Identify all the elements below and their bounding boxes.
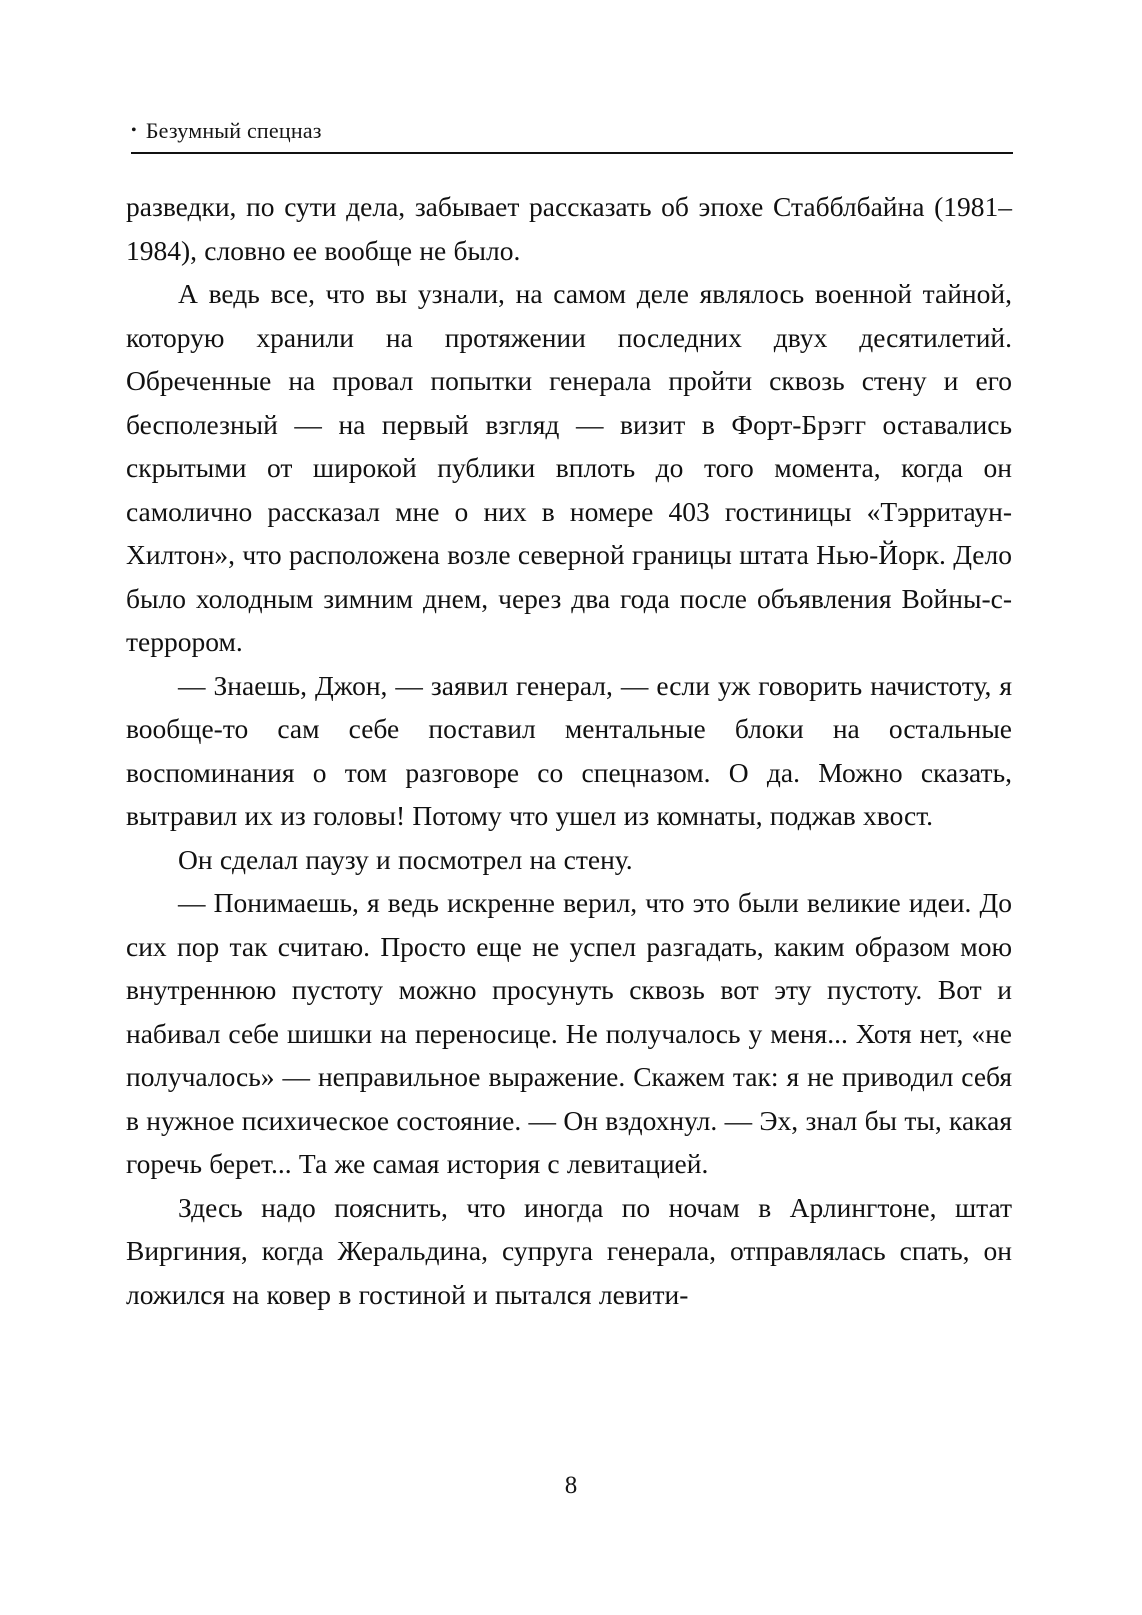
running-head-line xyxy=(131,118,1013,144)
body-text-column xyxy=(126,185,1012,1316)
bullet-icon: • xyxy=(131,122,137,139)
paragraph-continuation: разведки, по сути дела, забывает рассказать об эпохе Стабблбайна (1981–1984), словно ее вообще не было. xyxy=(126,191,1012,266)
paragraph: А ведь все, что вы узнали, на самом деле являлось военной тайной, которую хранили на протяжении последних двух десятилетий. Обреченные на провал попытки генерала пройти сквозь стену и его бесполезный — на первый взгляд — визит в Форт-Брэгг оставались скрытыми от широкой публики вплоть до того момента, когда он самолично рассказал мне о них в номере 403 гостиницы «Тэрритаун- Хилтон», что расположена возле северной границы штата Нью-Йорк. Дело было холодным зимним днем, через два года после объявления Войны-с-террором. xyxy=(126,278,1012,657)
paragraph: Он сделал паузу и посмотрел на стену. xyxy=(178,843,633,875)
header-divider xyxy=(131,152,1013,154)
paragraph-dialogue: — Знаешь, Джон, — заявил генерал, — если уж говорить начистоту, я вообще-то сам себе поставил ментальные блоки на остальные воспоминания о том разговоре со спецназом. О да. Можно сказать, вытравил их из головы! Потому что ушел из комнаты, поджав хвост. xyxy=(126,669,1012,831)
running-head-title: Безумный спецназ xyxy=(145,118,322,143)
paragraph: Здесь надо пояснить, что иногда по ночам в Арлингтоне, штат Виргиния, когда Жеральдина, супруга генерала, отправлялась спать, он ложился на ковер в гостиной и пытался левити- xyxy=(126,1191,1012,1310)
running-head xyxy=(131,118,1013,154)
page-number: 8 xyxy=(564,1472,578,1499)
paragraph-dialogue: — Понимаешь, я ведь искренне верил, что это были великие идеи. До сих пор так считаю. Просто еще не успел разгадать, каким образом мою внутреннюю пустоту можно просунуть сквозь вот эту пустоту. Вот и набивал себе шишки на переносице. Не получалось у меня... Хотя нет, «не получалось» — неправильное выражение. Скажем так: я не приводил себя в нужное психическое состояние. — Он вздохнул. — Эх, знал бы ты, какая горечь берет... Та же самая история с левитацией. xyxy=(126,887,1012,1179)
